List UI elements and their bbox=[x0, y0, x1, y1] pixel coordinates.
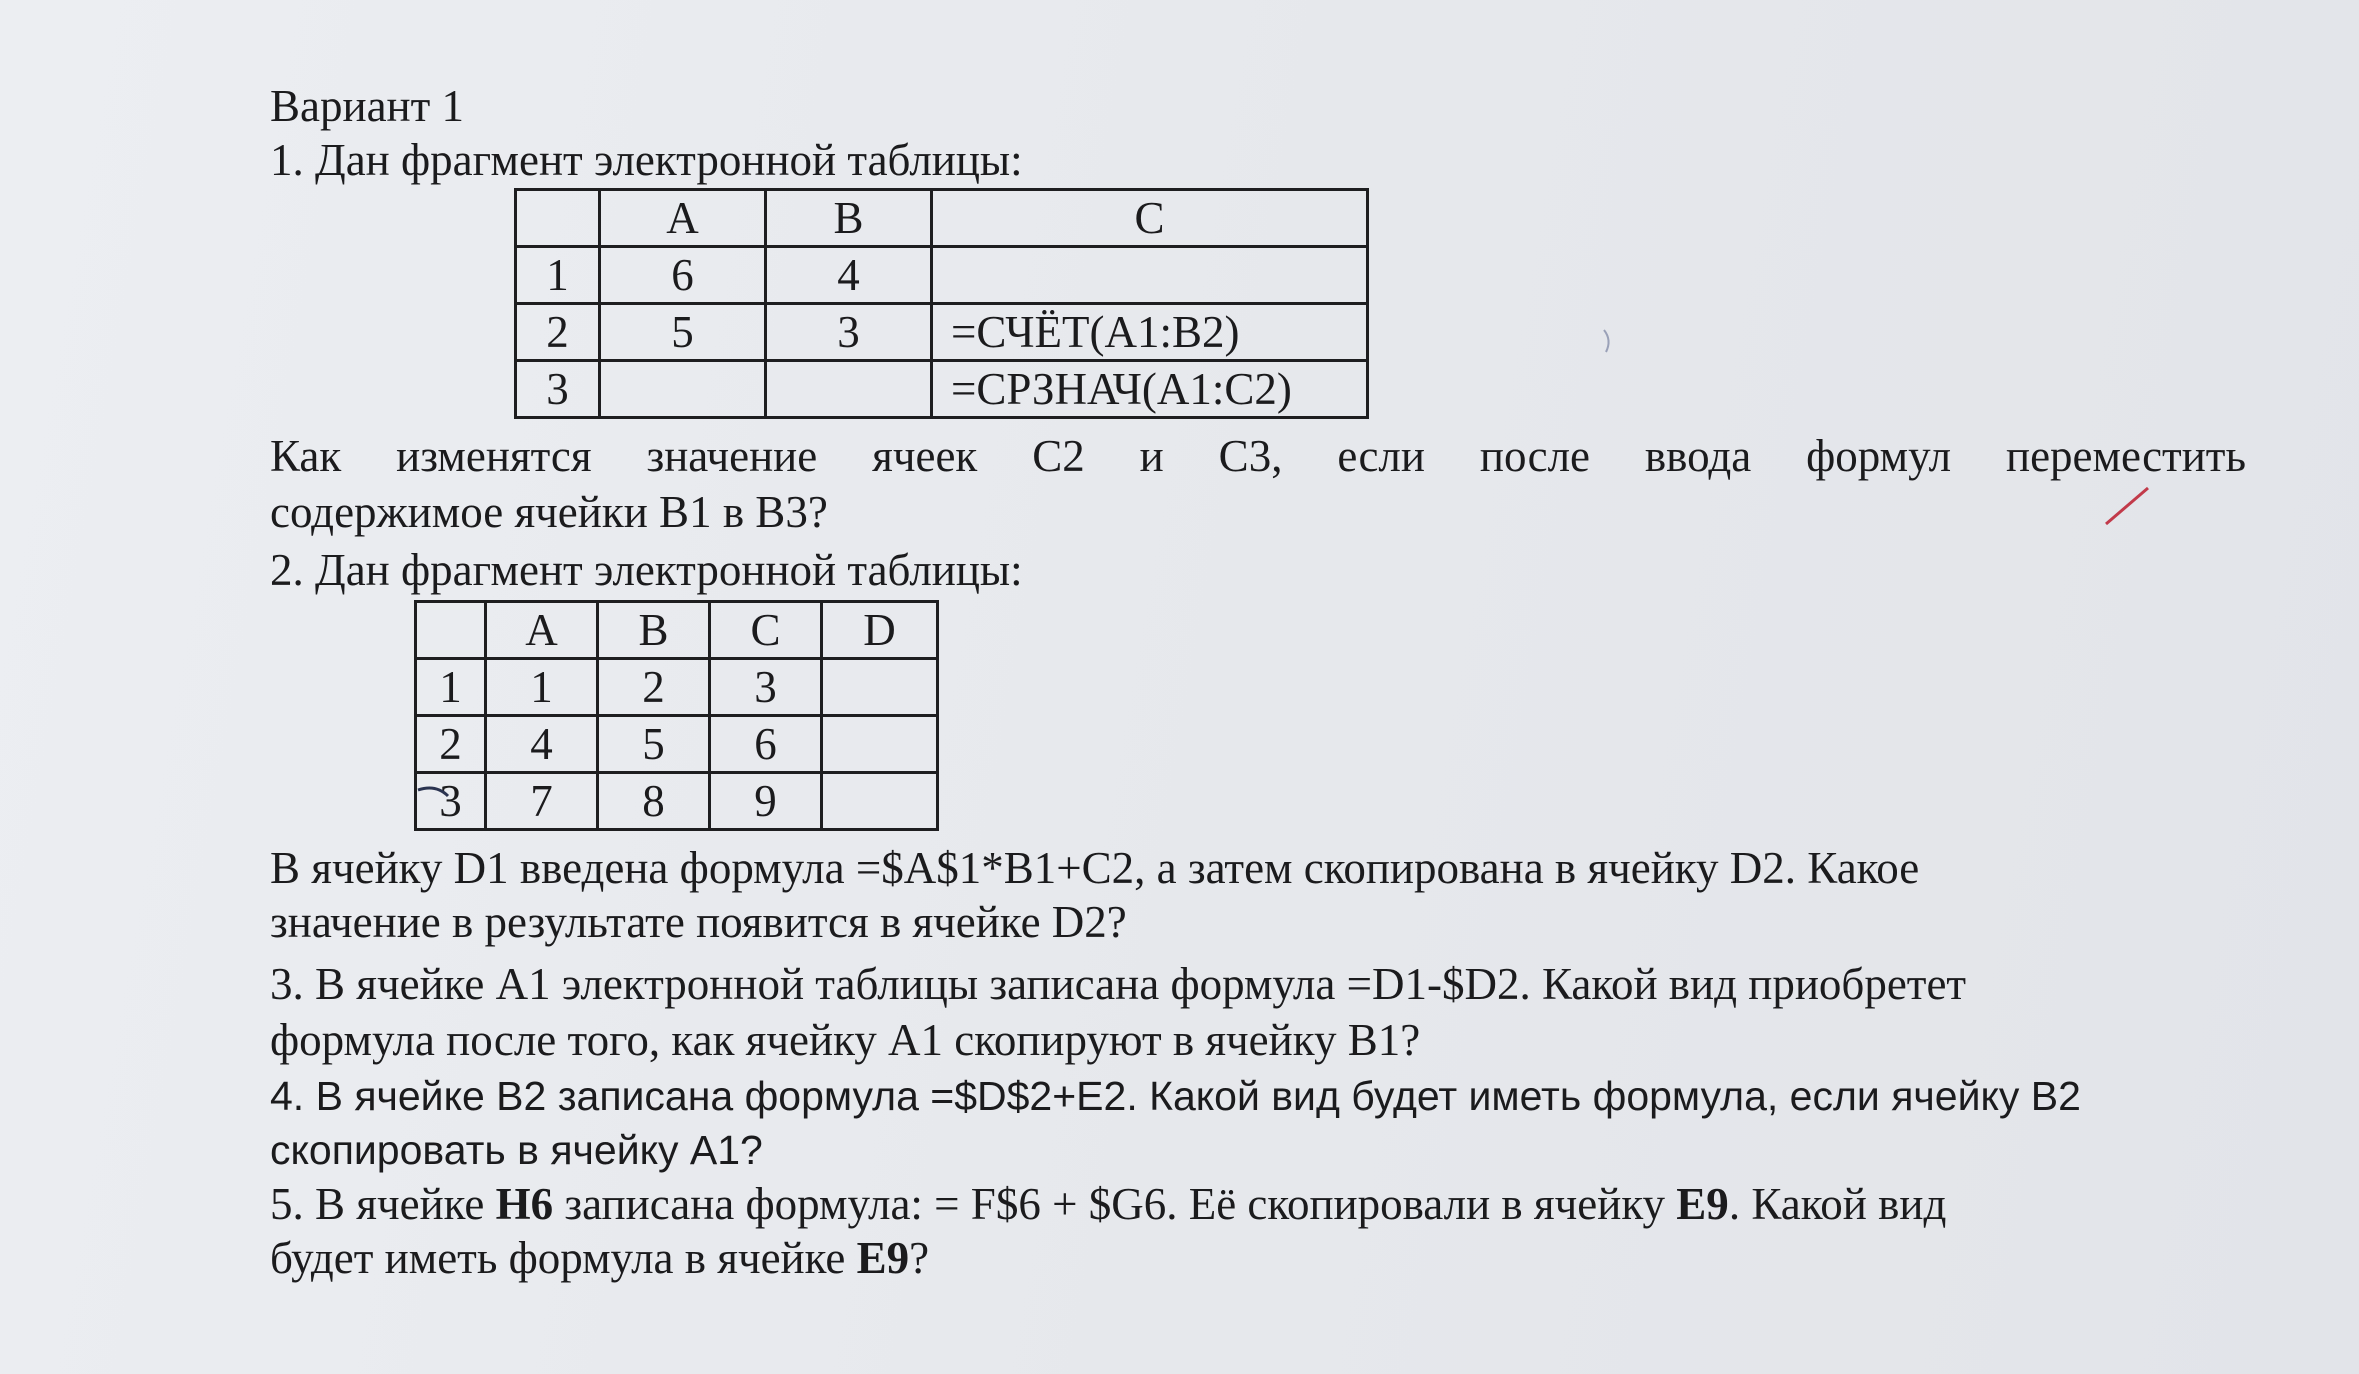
formula-cell: =СЧЁТ(A1:B2) bbox=[932, 304, 1368, 361]
task2-prompt: 2. Дан фрагмент электронной таблицы: bbox=[270, 545, 1023, 595]
table-row bbox=[416, 716, 938, 773]
column-header: C bbox=[932, 190, 1368, 247]
table-cell bbox=[822, 773, 938, 830]
task2-question-line2: значение в результате появится в ячейке D2? bbox=[270, 897, 1127, 947]
cell-ref-e9: Е9 bbox=[1676, 1179, 1729, 1229]
table-row bbox=[416, 659, 938, 716]
table-cell: 4 bbox=[766, 247, 932, 304]
task5-line2: будет иметь формула в ячейке Е9? bbox=[270, 1233, 930, 1283]
table-cell: 3 bbox=[710, 659, 822, 716]
table-cell: 1 bbox=[486, 659, 598, 716]
column-header: B bbox=[598, 602, 710, 659]
table-header-row bbox=[516, 190, 1368, 247]
row-header: 3 bbox=[516, 361, 600, 418]
red-pen-mark bbox=[2106, 488, 2148, 524]
column-header: D bbox=[822, 602, 938, 659]
pencil-mark bbox=[1604, 330, 1609, 352]
variant-title: Вариант 1 bbox=[270, 81, 465, 131]
cell-ref-e9: Е9 bbox=[856, 1233, 910, 1283]
row-header: 1 bbox=[516, 247, 600, 304]
table-row bbox=[516, 247, 1368, 304]
task5-line1: 5. В ячейке Н6 записана формула: = F$6 + $G6. Её скопировали в ячейку Е9. Какой вид bbox=[270, 1179, 1947, 1229]
table-cell: 8 bbox=[598, 773, 710, 830]
row-header: 2 bbox=[416, 716, 486, 773]
table-row bbox=[516, 361, 1368, 418]
table-cell bbox=[822, 659, 938, 716]
table-cell: 2 bbox=[598, 659, 710, 716]
task4-line1: 4. В ячейке В2 записана формула =$D$2+E2. Какой вид будет иметь формула, если ячейку В2 bbox=[270, 1073, 2081, 1119]
table-cell: 6 bbox=[710, 716, 822, 773]
table-cell: 7 bbox=[486, 773, 598, 830]
task1-prompt: 1. Дан фрагмент электронной таблицы: bbox=[270, 135, 1023, 185]
row-header: 1 bbox=[416, 659, 486, 716]
table-cell bbox=[766, 361, 932, 418]
task3-line2: формула после того, как ячейку А1 скопируют в ячейку В1? bbox=[270, 1015, 1421, 1065]
task1-table bbox=[514, 188, 1369, 419]
table-cell: 3 bbox=[766, 304, 932, 361]
corner-cell bbox=[516, 190, 600, 247]
task1-question-line1: Как изменятся значение ячеек С2 и С3, если после ввода формул переместить bbox=[270, 431, 2246, 481]
column-header: C bbox=[710, 602, 822, 659]
table-cell bbox=[822, 716, 938, 773]
column-header: B bbox=[766, 190, 932, 247]
table-cell bbox=[932, 247, 1368, 304]
table-header-row bbox=[416, 602, 938, 659]
table-row bbox=[416, 773, 938, 830]
table-cell: 6 bbox=[600, 247, 766, 304]
table-cell bbox=[600, 361, 766, 418]
task3-line1: 3. В ячейке А1 электронной таблицы записана формула =D1-$D2. Какой вид приобретет bbox=[270, 959, 1967, 1009]
task2-table bbox=[414, 600, 939, 831]
cell-ref-h6: Н6 bbox=[495, 1179, 554, 1229]
table-cell: 5 bbox=[600, 304, 766, 361]
row-header: 2 bbox=[516, 304, 600, 361]
table-cell: 9 bbox=[710, 773, 822, 830]
task4-line2: скопировать в ячейку А1? bbox=[270, 1127, 763, 1173]
row-header: 3 bbox=[416, 773, 486, 830]
formula-cell: =СРЗНАЧ(A1:C2) bbox=[932, 361, 1368, 418]
table-cell: 5 bbox=[598, 716, 710, 773]
table-row bbox=[516, 304, 1368, 361]
table-cell: 4 bbox=[486, 716, 598, 773]
task2-question-line1: В ячейку D1 введена формула =$A$1*B1+C2, а затем скопирована в ячейку D2. Какое bbox=[270, 843, 1920, 893]
column-header: A bbox=[600, 190, 766, 247]
corner-cell bbox=[416, 602, 486, 659]
task1-question-line2: содержимое ячейки В1 в В3? bbox=[270, 487, 828, 537]
column-header: A bbox=[486, 602, 598, 659]
